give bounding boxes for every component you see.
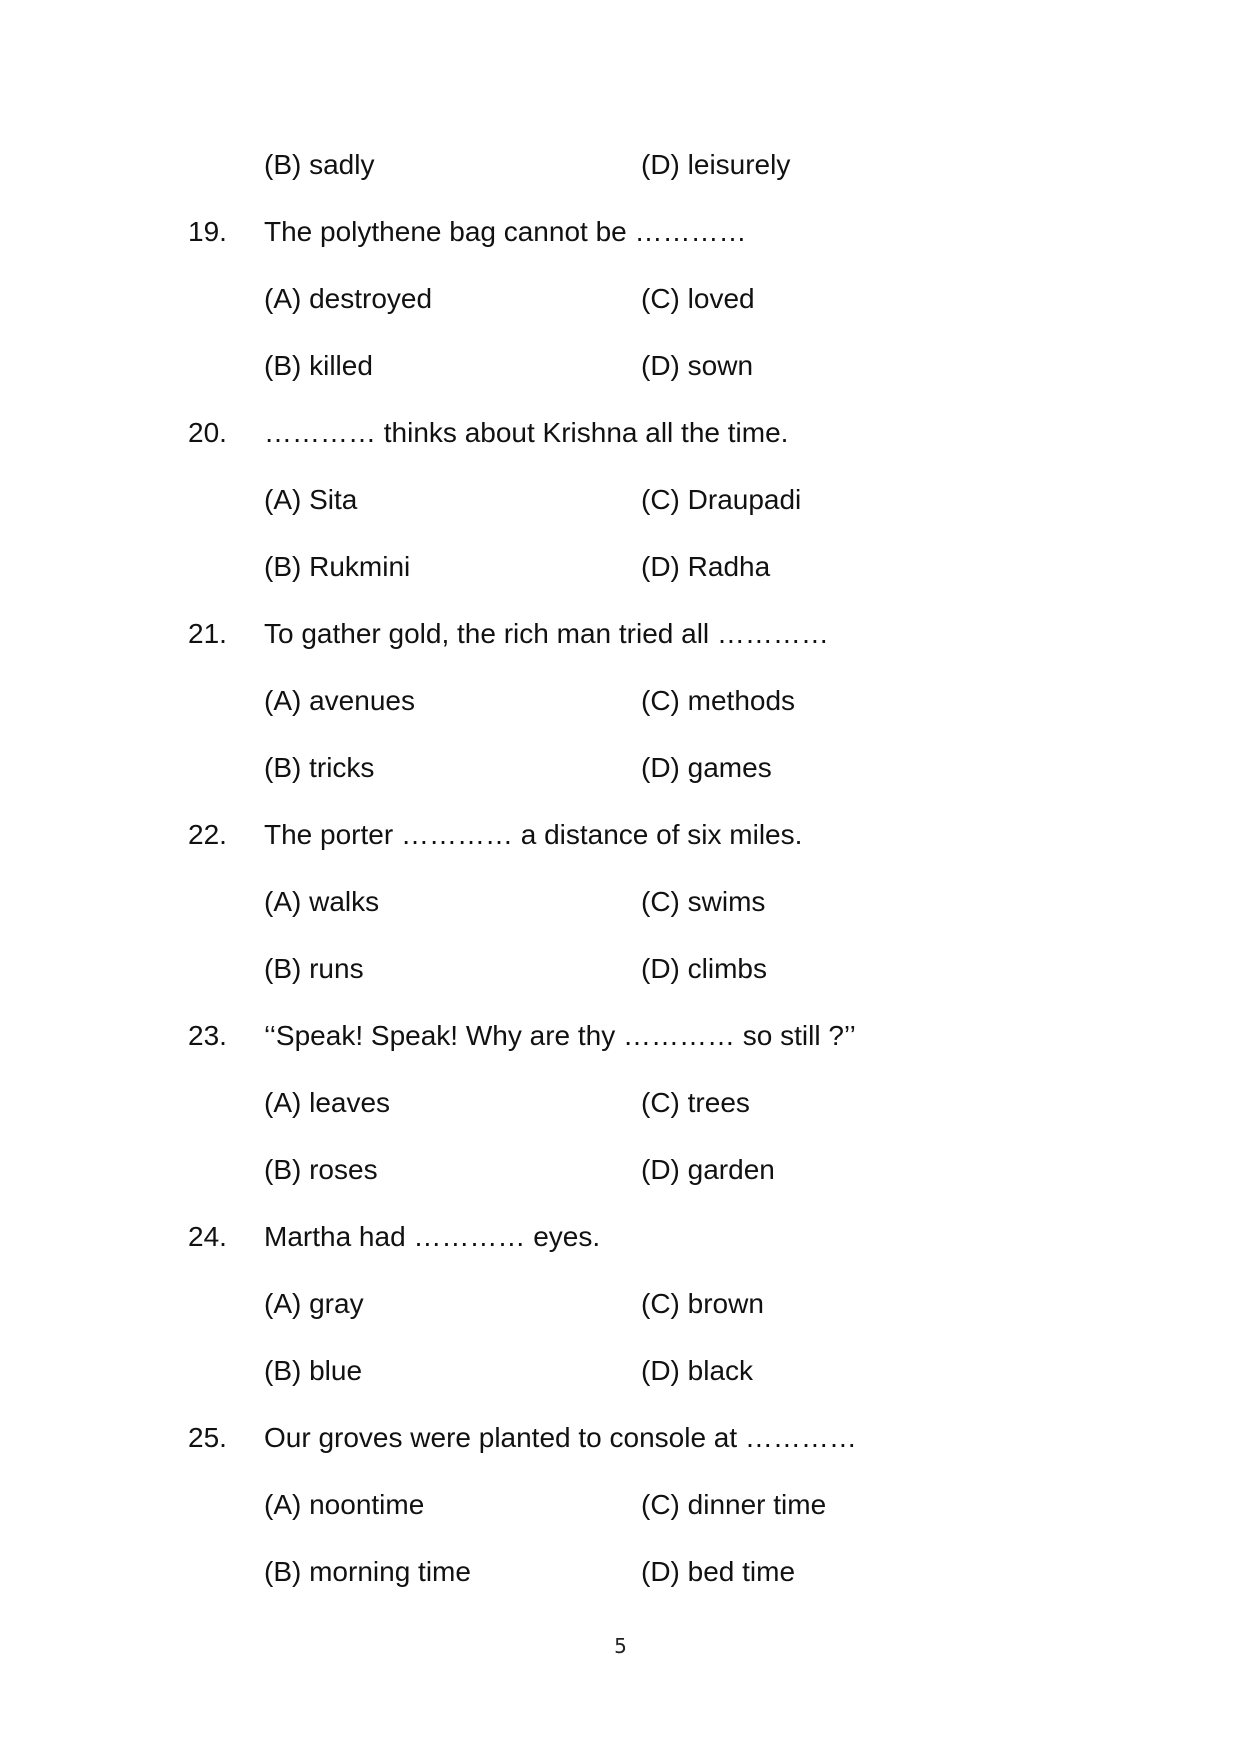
question-22-options-ac <box>0 882 1241 922</box>
question-number: 23. <box>188 1020 227 1051</box>
question-25 <box>0 1418 1241 1458</box>
question-number: 21. <box>188 618 227 649</box>
question-text: To gather gold, the rich man tried all ………… <box>264 618 829 649</box>
option-d: (D) leisurely <box>641 149 791 180</box>
question-24 <box>0 1217 1241 1257</box>
question-number: 20. <box>188 417 227 448</box>
option-b: (B) tricks <box>264 752 375 783</box>
question-text: ………… thinks about Krishna all the time. <box>264 417 789 448</box>
option-a: (A) Sita <box>264 484 358 515</box>
option-b: (B) blue <box>264 1355 363 1386</box>
question-24-options-bd <box>0 1351 1241 1391</box>
question-23-options-bd <box>0 1150 1241 1190</box>
option-d: (D) Radha <box>641 551 771 582</box>
carryover-options-row <box>0 145 1241 185</box>
option-c: (C) swims <box>641 886 766 917</box>
question-24-options-ac <box>0 1284 1241 1324</box>
question-20-options-ac <box>0 480 1241 520</box>
option-b: (B) runs <box>264 953 364 984</box>
question-21 <box>0 614 1241 654</box>
option-c: (C) methods <box>641 685 796 716</box>
question-25-options-ac <box>0 1485 1241 1525</box>
question-22 <box>0 815 1241 855</box>
option-b: (B) sadly <box>264 149 375 180</box>
question-19 <box>0 212 1241 252</box>
option-c: (C) dinner time <box>641 1489 827 1520</box>
option-d: (D) climbs <box>641 953 767 984</box>
option-b: (B) roses <box>264 1154 378 1185</box>
option-c: (C) trees <box>641 1087 750 1118</box>
question-text: The polythene bag cannot be ………… <box>264 216 747 247</box>
option-a: (A) destroyed <box>264 283 433 314</box>
option-c: (C) Draupadi <box>641 484 802 515</box>
question-20 <box>0 413 1241 453</box>
question-20-options-bd <box>0 547 1241 587</box>
option-a: (A) leaves <box>264 1087 391 1118</box>
option-c: (C) brown <box>641 1288 764 1319</box>
question-25-options-bd <box>0 1552 1241 1592</box>
option-d: (D) black <box>641 1355 754 1386</box>
option-b: (B) morning time <box>264 1556 471 1587</box>
option-c: (C) loved <box>641 283 755 314</box>
option-a: (A) walks <box>264 886 380 917</box>
question-19-options-ac <box>0 279 1241 319</box>
question-number: 19. <box>188 216 227 247</box>
question-23 <box>0 1016 1241 1056</box>
option-d: (D) games <box>641 752 772 783</box>
option-a: (A) avenues <box>264 685 415 716</box>
question-number: 25. <box>188 1422 227 1453</box>
question-text: Martha had ………… eyes. <box>264 1221 601 1252</box>
question-23-options-ac <box>0 1083 1241 1123</box>
option-a: (A) gray <box>264 1288 364 1319</box>
question-number: 22. <box>188 819 227 850</box>
question-text: The porter ………… a distance of six miles. <box>264 819 803 850</box>
option-d: (D) sown <box>641 350 754 381</box>
question-21-options-ac <box>0 681 1241 721</box>
question-text: ‘‘Speak! Speak! Why are thy ………… so still ?’’ <box>264 1020 856 1051</box>
option-b: (B) killed <box>264 350 373 381</box>
question-21-options-bd <box>0 748 1241 788</box>
question-19-options-bd <box>0 346 1241 386</box>
option-d: (D) garden <box>641 1154 775 1185</box>
question-22-options-bd <box>0 949 1241 989</box>
option-d: (D) bed time <box>641 1556 796 1587</box>
page-number: 5 <box>614 1634 627 1658</box>
question-text: Our groves were planted to console at ………… <box>264 1422 857 1453</box>
option-b: (B) Rukmini <box>264 551 411 582</box>
question-number: 24. <box>188 1221 227 1252</box>
option-a: (A) noontime <box>264 1489 425 1520</box>
